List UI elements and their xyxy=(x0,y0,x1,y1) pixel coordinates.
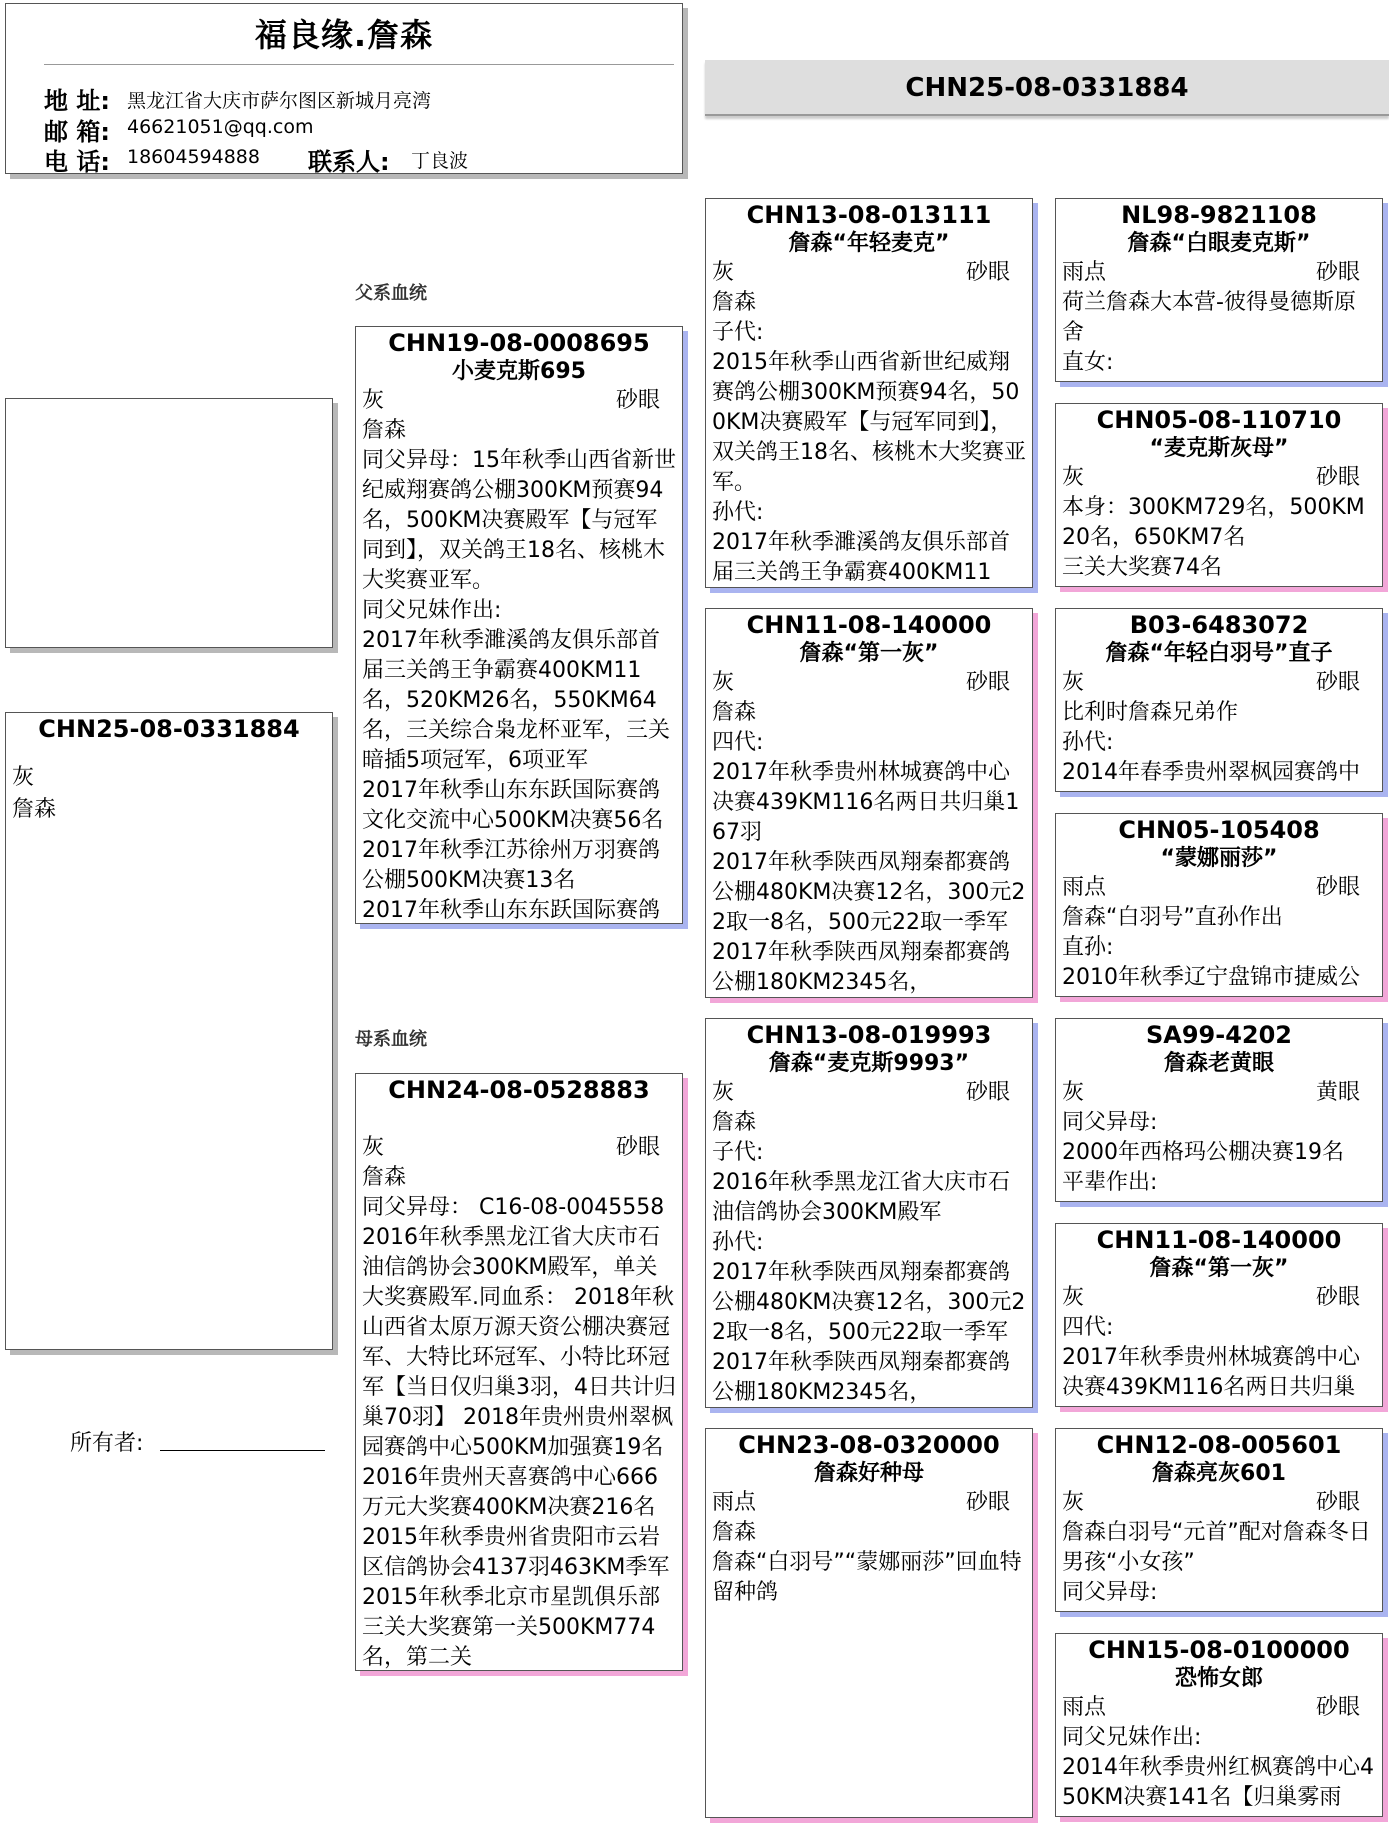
father-line-label: 父系血统 xyxy=(355,283,427,304)
subject-owner: 詹森 xyxy=(12,797,57,822)
gen3-color: 灰 xyxy=(712,1080,735,1105)
gen3-ring: CHN13-08-019993 xyxy=(746,1021,992,1049)
granddam-paternal-card xyxy=(705,608,1033,998)
gen4-name: 詹森“第一灰” xyxy=(1149,1256,1289,1281)
gen4-description: 比利时詹森兄弟作 孙代: 2014年春季贵州翠枫园赛鸽中 xyxy=(1062,700,1360,785)
gen3-eye: 砂眼 xyxy=(965,1080,1010,1105)
sire-description: 同父异母：15年秋季山西省新世纪威翔赛鸽公棚300KM预赛94名，500KM决赛殿军【与冠军同到】，双关鸽王18名、核桃木大奖赛亚军。 同父兄妹作出: 2017年秋季濉溪鸽友俱乐部首届三关鸽王争霸赛400KM11名，520KM26名，550KM64名，三关综合枭龙杯亚军，三关暗插5项冠军，6项亚军 2017年秋季山东东跃国际赛鸽文化交流中心500KM决赛56名 2017年秋季江苏徐州万羽赛鸽公棚500KM决赛13名 2017年秋季山东东跃国际赛鸽 xyxy=(362,448,676,923)
mother-line-label: 母系血统 xyxy=(355,1029,427,1050)
gen4-color: 灰 xyxy=(1062,670,1085,695)
sire-ring: CHN19-08-0008695 xyxy=(388,329,650,357)
gen3-ring: CHN11-08-140000 xyxy=(746,611,992,639)
sire-owner: 詹森 xyxy=(362,418,407,443)
breeder-title: 福良缘.詹森 xyxy=(254,16,434,54)
granddam-maternal-card xyxy=(705,1428,1033,1818)
sire-color: 灰 xyxy=(362,388,385,413)
breeder-info-box xyxy=(5,3,683,174)
gen3-color: 灰 xyxy=(712,260,735,285)
gen4-card-1 xyxy=(1055,198,1383,382)
gen4-eye: 砂眼 xyxy=(1315,875,1360,900)
gen4-ring: CHN05-105408 xyxy=(1118,816,1320,844)
gen4-card-4 xyxy=(1055,813,1383,997)
gen3-eye: 砂眼 xyxy=(965,260,1010,285)
gen4-description: 荷兰詹森大本营-彼得曼德斯原舍 直女: xyxy=(1062,290,1356,375)
gen4-card-8 xyxy=(1055,1633,1383,1817)
owner-label: 所有者: xyxy=(70,1431,144,1456)
dam-owner: 詹森 xyxy=(362,1165,407,1190)
gen4-description: 詹森“白羽号”直孙作出 直孙: 2010年秋季辽宁盘锦市捷威公 xyxy=(1062,905,1360,990)
gen4-eye: 黄眼 xyxy=(1315,1080,1360,1105)
gen4-eye: 砂眼 xyxy=(1315,1285,1360,1310)
gen4-card-2 xyxy=(1055,403,1383,587)
sire-name: 小麦克斯695 xyxy=(452,359,586,384)
gen4-eye: 砂眼 xyxy=(1315,1695,1360,1720)
gen3-description: 子代: 2015年秋季山西省新世纪威翔赛鸽公棚300KM预赛94名，500KM决赛殿军【与冠军同到】，双关鸽王18名、核桃木大奖赛亚军。 孙代: 2017年秋季濉溪鸽友俱乐部首届三关鸽王争霸赛400KM11 xyxy=(712,320,1026,585)
address-label: 地 址: xyxy=(44,87,110,115)
grandsire-maternal-card xyxy=(705,1018,1033,1408)
gen4-name: 詹森老黄眼 xyxy=(1163,1051,1274,1076)
gen4-eye: 砂眼 xyxy=(1315,465,1360,490)
gen4-name: 詹森亮灰601 xyxy=(1152,1461,1286,1486)
gen4-card-6 xyxy=(1055,1223,1383,1407)
subject-ring: CHN25-08-0331884 xyxy=(38,715,300,743)
gen3-owner: 詹森 xyxy=(712,290,757,315)
sire-eye: 砂眼 xyxy=(615,388,660,413)
gen3-description: 詹森“白羽号”“蒙娜丽莎”回血特留种鸽 xyxy=(712,1550,1022,1605)
gen4-color: 灰 xyxy=(1062,1490,1085,1515)
subject-color: 灰 xyxy=(12,765,35,790)
gen3-color: 雨点 xyxy=(712,1490,757,1515)
gen3-name: 詹森好种母 xyxy=(813,1461,924,1486)
contact-label: 联系人: xyxy=(308,148,390,176)
gen4-eye: 砂眼 xyxy=(1315,1490,1360,1515)
dam-eye: 砂眼 xyxy=(615,1135,660,1160)
gen4-color: 雨点 xyxy=(1062,260,1107,285)
gen4-card-5 xyxy=(1055,1018,1383,1202)
gen4-description: 本身：300KM729名，500KM20名，650KM7名 三关大奖赛74名 xyxy=(1062,495,1365,580)
contact-value: 丁良波 xyxy=(411,150,469,172)
gen3-name: 詹森“第一灰” xyxy=(799,641,939,666)
gen4-color: 雨点 xyxy=(1062,1695,1107,1720)
gen4-name: “麦克斯灰母” xyxy=(1149,436,1289,461)
grandsire-paternal-card xyxy=(705,198,1033,588)
gen3-name: 詹森“麦克斯9993” xyxy=(768,1051,970,1076)
gen4-description: 四代: 2017年秋季贵州林城赛鸽中心决赛439KM116名两日共归巢 xyxy=(1062,1315,1360,1400)
gen4-ring: CHN05-08-110710 xyxy=(1096,406,1342,434)
gen4-card-3 xyxy=(1055,608,1383,792)
gen3-color: 灰 xyxy=(712,670,735,695)
gen4-color: 灰 xyxy=(1062,1285,1085,1310)
photo-placeholder xyxy=(5,398,333,648)
gen3-name: 詹森“年轻麦克” xyxy=(788,231,950,256)
gen4-name: 詹森“白眼麦克斯” xyxy=(1127,231,1311,256)
phone-label: 电 话: xyxy=(44,148,110,176)
gen4-ring: NL98-9821108 xyxy=(1121,201,1317,229)
gen4-description: 同父异母: 2000年西格玛公棚决赛19名 平辈作出: xyxy=(1062,1110,1344,1195)
gen3-description: 四代: 2017年秋季贵州林城赛鸽中心决赛439KM116名两日共归巢167羽 2017年秋季陕西凤翔秦都赛鸽公棚480KM决赛12名，300元22取一8名，500元22取一季军 2017年秋季陕西凤翔秦都赛鸽公棚180KM2345名， xyxy=(712,730,1026,995)
gen4-color: 灰 xyxy=(1062,465,1085,490)
dam-card xyxy=(355,1073,683,1671)
gen4-ring: CHN11-08-140000 xyxy=(1096,1226,1342,1254)
gen4-color: 雨点 xyxy=(1062,875,1107,900)
dam-ring: CHN24-08-0528883 xyxy=(388,1076,650,1104)
owner-signature-line xyxy=(160,1450,325,1451)
gen4-eye: 砂眼 xyxy=(1315,670,1360,695)
gen3-description: 子代: 2016年秋季黑龙江省大庆市石油信鸽协会300KM殿军 孙代: 2017年秋季陕西凤翔秦都赛鸽公棚480KM决赛12名，300元22取一8名，500元22取一季军 2017年秋季陕西凤翔秦都赛鸽公棚180KM2345名， xyxy=(712,1140,1026,1405)
gen4-description: 詹森白羽号“元首”配对詹森冬日男孩“小女孩” 同父异母: xyxy=(1062,1520,1371,1605)
gen3-ring: CHN23-08-0320000 xyxy=(738,1431,1000,1459)
subject-card xyxy=(5,712,333,1350)
gen3-owner: 詹森 xyxy=(712,1520,757,1545)
gen4-name: 詹森“年轻白羽号”直子 xyxy=(1105,641,1333,666)
gen4-color: 灰 xyxy=(1062,1080,1085,1105)
divider xyxy=(44,64,674,65)
email-label: 邮 箱: xyxy=(44,118,110,146)
dam-name xyxy=(356,1105,682,1133)
dam-description: 同父异母： C16-08-0045558 2016年秋季黑龙江省大庆市石油信鸽协会300KM殿军，单关大奖赛殿军.同血系： 2018年秋山西省太原万源天资公棚决赛冠军、大特比环冠军、小特比环冠军【当日仅归巢3羽，4日共计归巢70羽】 2018年贵州贵州翠枫园赛鸽中心500KM加强赛19名 2016年贵州天喜赛鸽中心666万元大奖赛400KM决赛216名 2015年秋季贵州省贵阳市云岩区信鸽协会4137羽463KM季军 2015年秋季北京市星凯俱乐部三关大奖赛第一关500KM774名，第二关 xyxy=(362,1195,677,1670)
sire-card xyxy=(355,326,683,924)
address-value: 黑龙江省大庆市萨尔图区新城月亮湾 xyxy=(127,90,432,112)
gen4-description: 同父兄妹作出: 2014年秋季贵州红枫赛鸽中心450KM决赛141名【归巢雾雨 xyxy=(1062,1725,1374,1810)
phone-value: 18604594888 xyxy=(127,146,260,168)
gen3-owner: 詹森 xyxy=(712,700,757,725)
dam-color: 灰 xyxy=(362,1135,385,1160)
gen4-ring: B03-6483072 xyxy=(1129,611,1309,639)
gen4-ring: CHN12-08-005601 xyxy=(1096,1431,1342,1459)
gen4-ring: SA99-4202 xyxy=(1145,1021,1292,1049)
email-value: 46621051@qq.com xyxy=(127,116,314,138)
gen3-eye: 砂眼 xyxy=(965,1490,1010,1515)
gen4-name: 恐怖女郎 xyxy=(1174,1666,1263,1691)
gen3-owner: 詹森 xyxy=(712,1110,757,1135)
gen3-eye: 砂眼 xyxy=(965,670,1010,695)
gen4-ring: CHN15-08-0100000 xyxy=(1088,1636,1350,1664)
gen4-eye: 砂眼 xyxy=(1315,260,1360,285)
gen4-card-7 xyxy=(1055,1428,1383,1612)
pedigree-title: CHN25-08-0331884 xyxy=(705,60,1389,116)
gen3-ring: CHN13-08-013111 xyxy=(746,201,992,229)
gen4-name: “蒙娜丽莎” xyxy=(1160,846,1278,871)
